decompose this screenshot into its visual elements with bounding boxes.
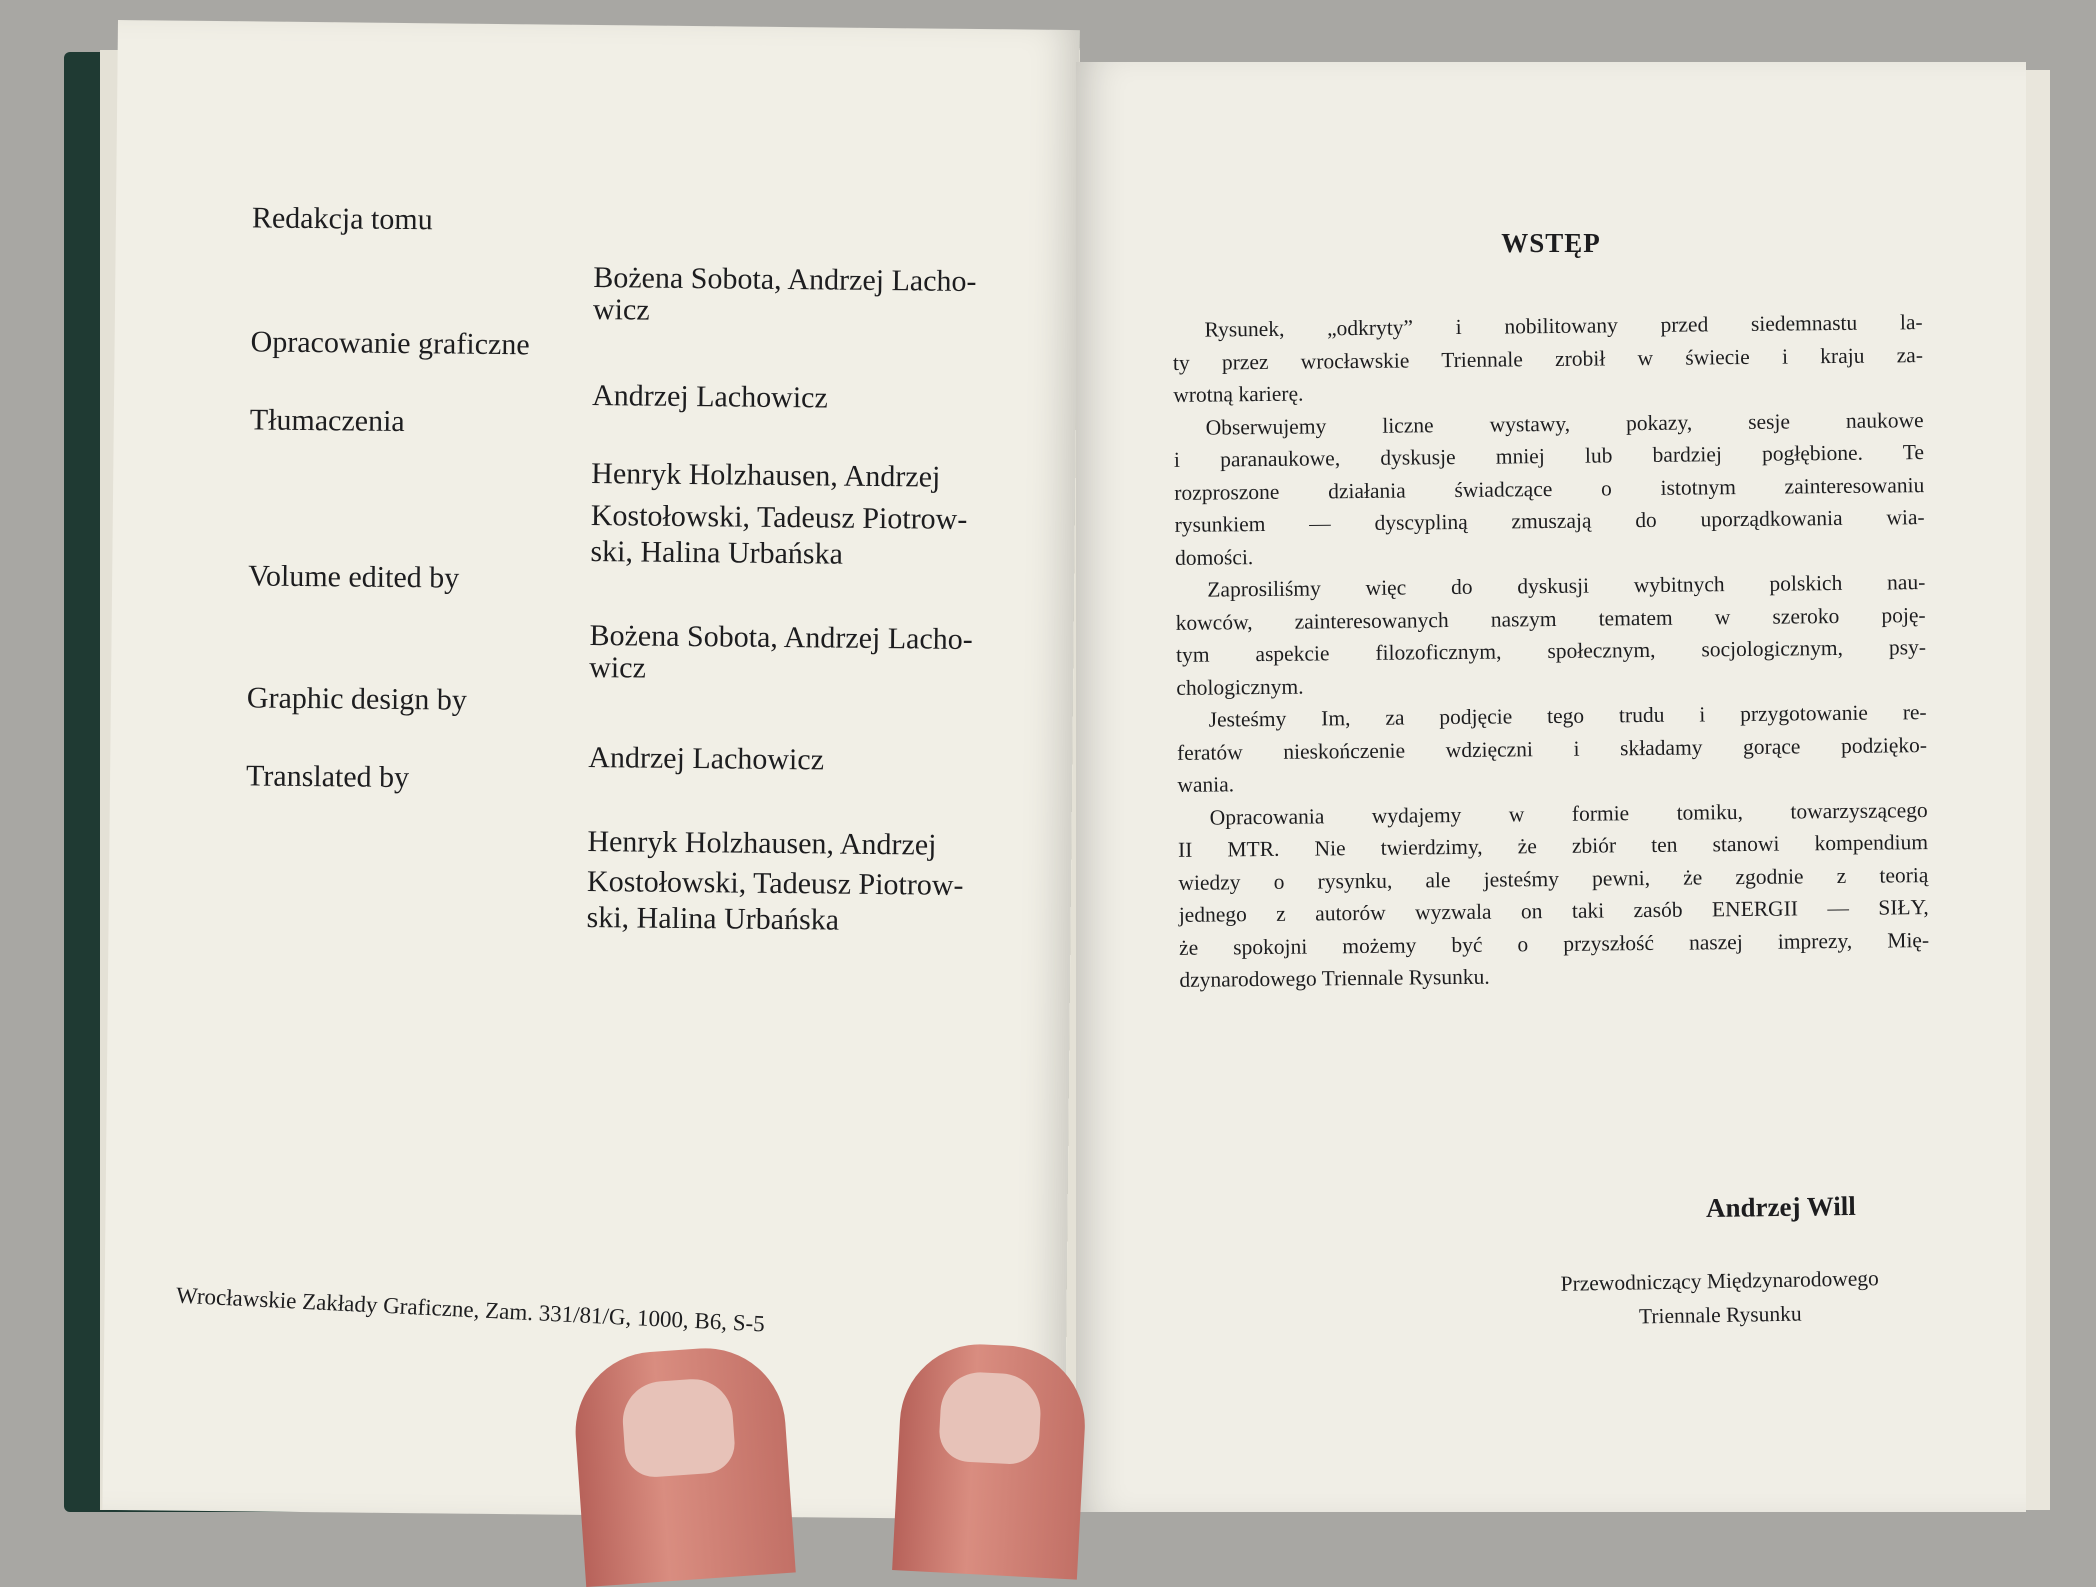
text-line: i paranaukowe, dyskusje mniej lub bardziej pogłębione. Te bbox=[1173, 440, 1925, 472]
preface-text bbox=[1172, 306, 1929, 996]
text-line: wiedzy o rysynku, ale jesteśmy pewni, że zgodnie z teorią bbox=[1178, 862, 1929, 895]
credit-label: Redakcja tomu bbox=[251, 201, 433, 237]
text-line: rozproszone działania świadczące o istotnym zainteresowaniu bbox=[1174, 472, 1925, 505]
text-line: Obserwujemy liczne wystawy, pokazy, sesje naukowe bbox=[1205, 407, 1924, 440]
credit-label: Graphic design by bbox=[246, 681, 468, 717]
credit-value: Andrzej Lachowicz bbox=[588, 740, 825, 777]
text-line: rysunkiem — dyscypliną zmuszają do uporządkowania wia- bbox=[1174, 505, 1925, 537]
finger bbox=[892, 1340, 1089, 1579]
text-line: jednego z autorów wyzwala on taki zasób ENERGII — SIŁY, bbox=[1178, 895, 1929, 927]
credit-label: Opracowanie graficzne bbox=[250, 325, 530, 362]
credit-value: Bożena Sobota, Andrzej Lacho- bbox=[589, 618, 973, 656]
text-line: tym aspekcie filozoficznym, społecznym, socjologicznym, psy- bbox=[1175, 635, 1927, 667]
finger bbox=[570, 1343, 796, 1587]
role-line: Przewodniczący Międzynarodowego bbox=[1560, 1266, 1879, 1296]
text-line: dzynarodowego Triennale Rysunku. bbox=[1179, 964, 1490, 992]
text-line: domości. bbox=[1174, 544, 1254, 570]
credit-value: wicz bbox=[592, 292, 650, 327]
text-line: wania. bbox=[1177, 772, 1235, 797]
text-line: Zaprosiliśmy więc do dyskusji wybitnych polskich nau- bbox=[1207, 570, 1926, 602]
fingernail bbox=[938, 1370, 1043, 1465]
credit-label: Tłumaczenia bbox=[249, 403, 405, 439]
signature: Andrzej Will bbox=[1706, 1190, 1857, 1224]
credit-value: Kostołowski, Tadeusz Piotrow- bbox=[586, 864, 964, 902]
signatory-role bbox=[1499, 1260, 1940, 1336]
credit-value: Henryk Holzhausen, Andrzej bbox=[587, 824, 937, 862]
printer-footer: Wrocławskie Zakłady Graficzne, Zam. 331/81/G, 1000, B6, S-5 bbox=[175, 1282, 766, 1337]
fingernail bbox=[620, 1377, 736, 1479]
text-line: II MTR. Nie twierdzimy, że zbiór ten stanowi kompendium bbox=[1177, 830, 1929, 862]
text-line: chologicznym. bbox=[1176, 674, 1304, 700]
text-line: Opracowania wydajemy w formie tomiku, towarzyszącego bbox=[1209, 797, 1928, 830]
page-title: WSTĘP bbox=[1501, 228, 1601, 258]
text-line: feratów nieskończenie wdzięczni i składamy gorące podzięko- bbox=[1176, 732, 1928, 765]
credit-value: Henryk Holzhausen, Andrzej bbox=[591, 456, 941, 494]
credit-value: wicz bbox=[589, 650, 647, 685]
credit-label: Volume edited by bbox=[248, 559, 460, 595]
role-line: Triennale Rysunku bbox=[1638, 1301, 1802, 1329]
text-line: kowców, zainteresowanych naszym tematem w szeroko poję- bbox=[1175, 602, 1926, 635]
text-line: Jesteśmy Im, za podjęcie tego trudu i przygotowanie re- bbox=[1208, 700, 1927, 732]
credit-value: ski, Halina Urbańska bbox=[586, 900, 840, 937]
left-page bbox=[102, 20, 1080, 1520]
right-page bbox=[1076, 62, 2026, 1512]
text-line: ty przez wrocławskie Triennale zrobił w świecie i kraju za- bbox=[1172, 342, 1924, 375]
credit-label: Translated by bbox=[245, 759, 410, 795]
credit-value: ski, Halina Urbańska bbox=[590, 534, 844, 571]
credit-value: Bożena Sobota, Andrzej Lacho- bbox=[593, 260, 977, 299]
text-line: że spokojni możemy być o przyszłość naszej imprezy, Mię- bbox=[1178, 927, 1930, 960]
text-line: wrotną karierę. bbox=[1173, 381, 1304, 407]
credit-value: Andrzej Lachowicz bbox=[591, 378, 828, 415]
credit-value: Kostołowski, Tadeusz Piotrow- bbox=[590, 498, 968, 536]
text-line: Rysunek, „odkryty” i nobilitowany przed siedemnastu la- bbox=[1204, 310, 1923, 342]
